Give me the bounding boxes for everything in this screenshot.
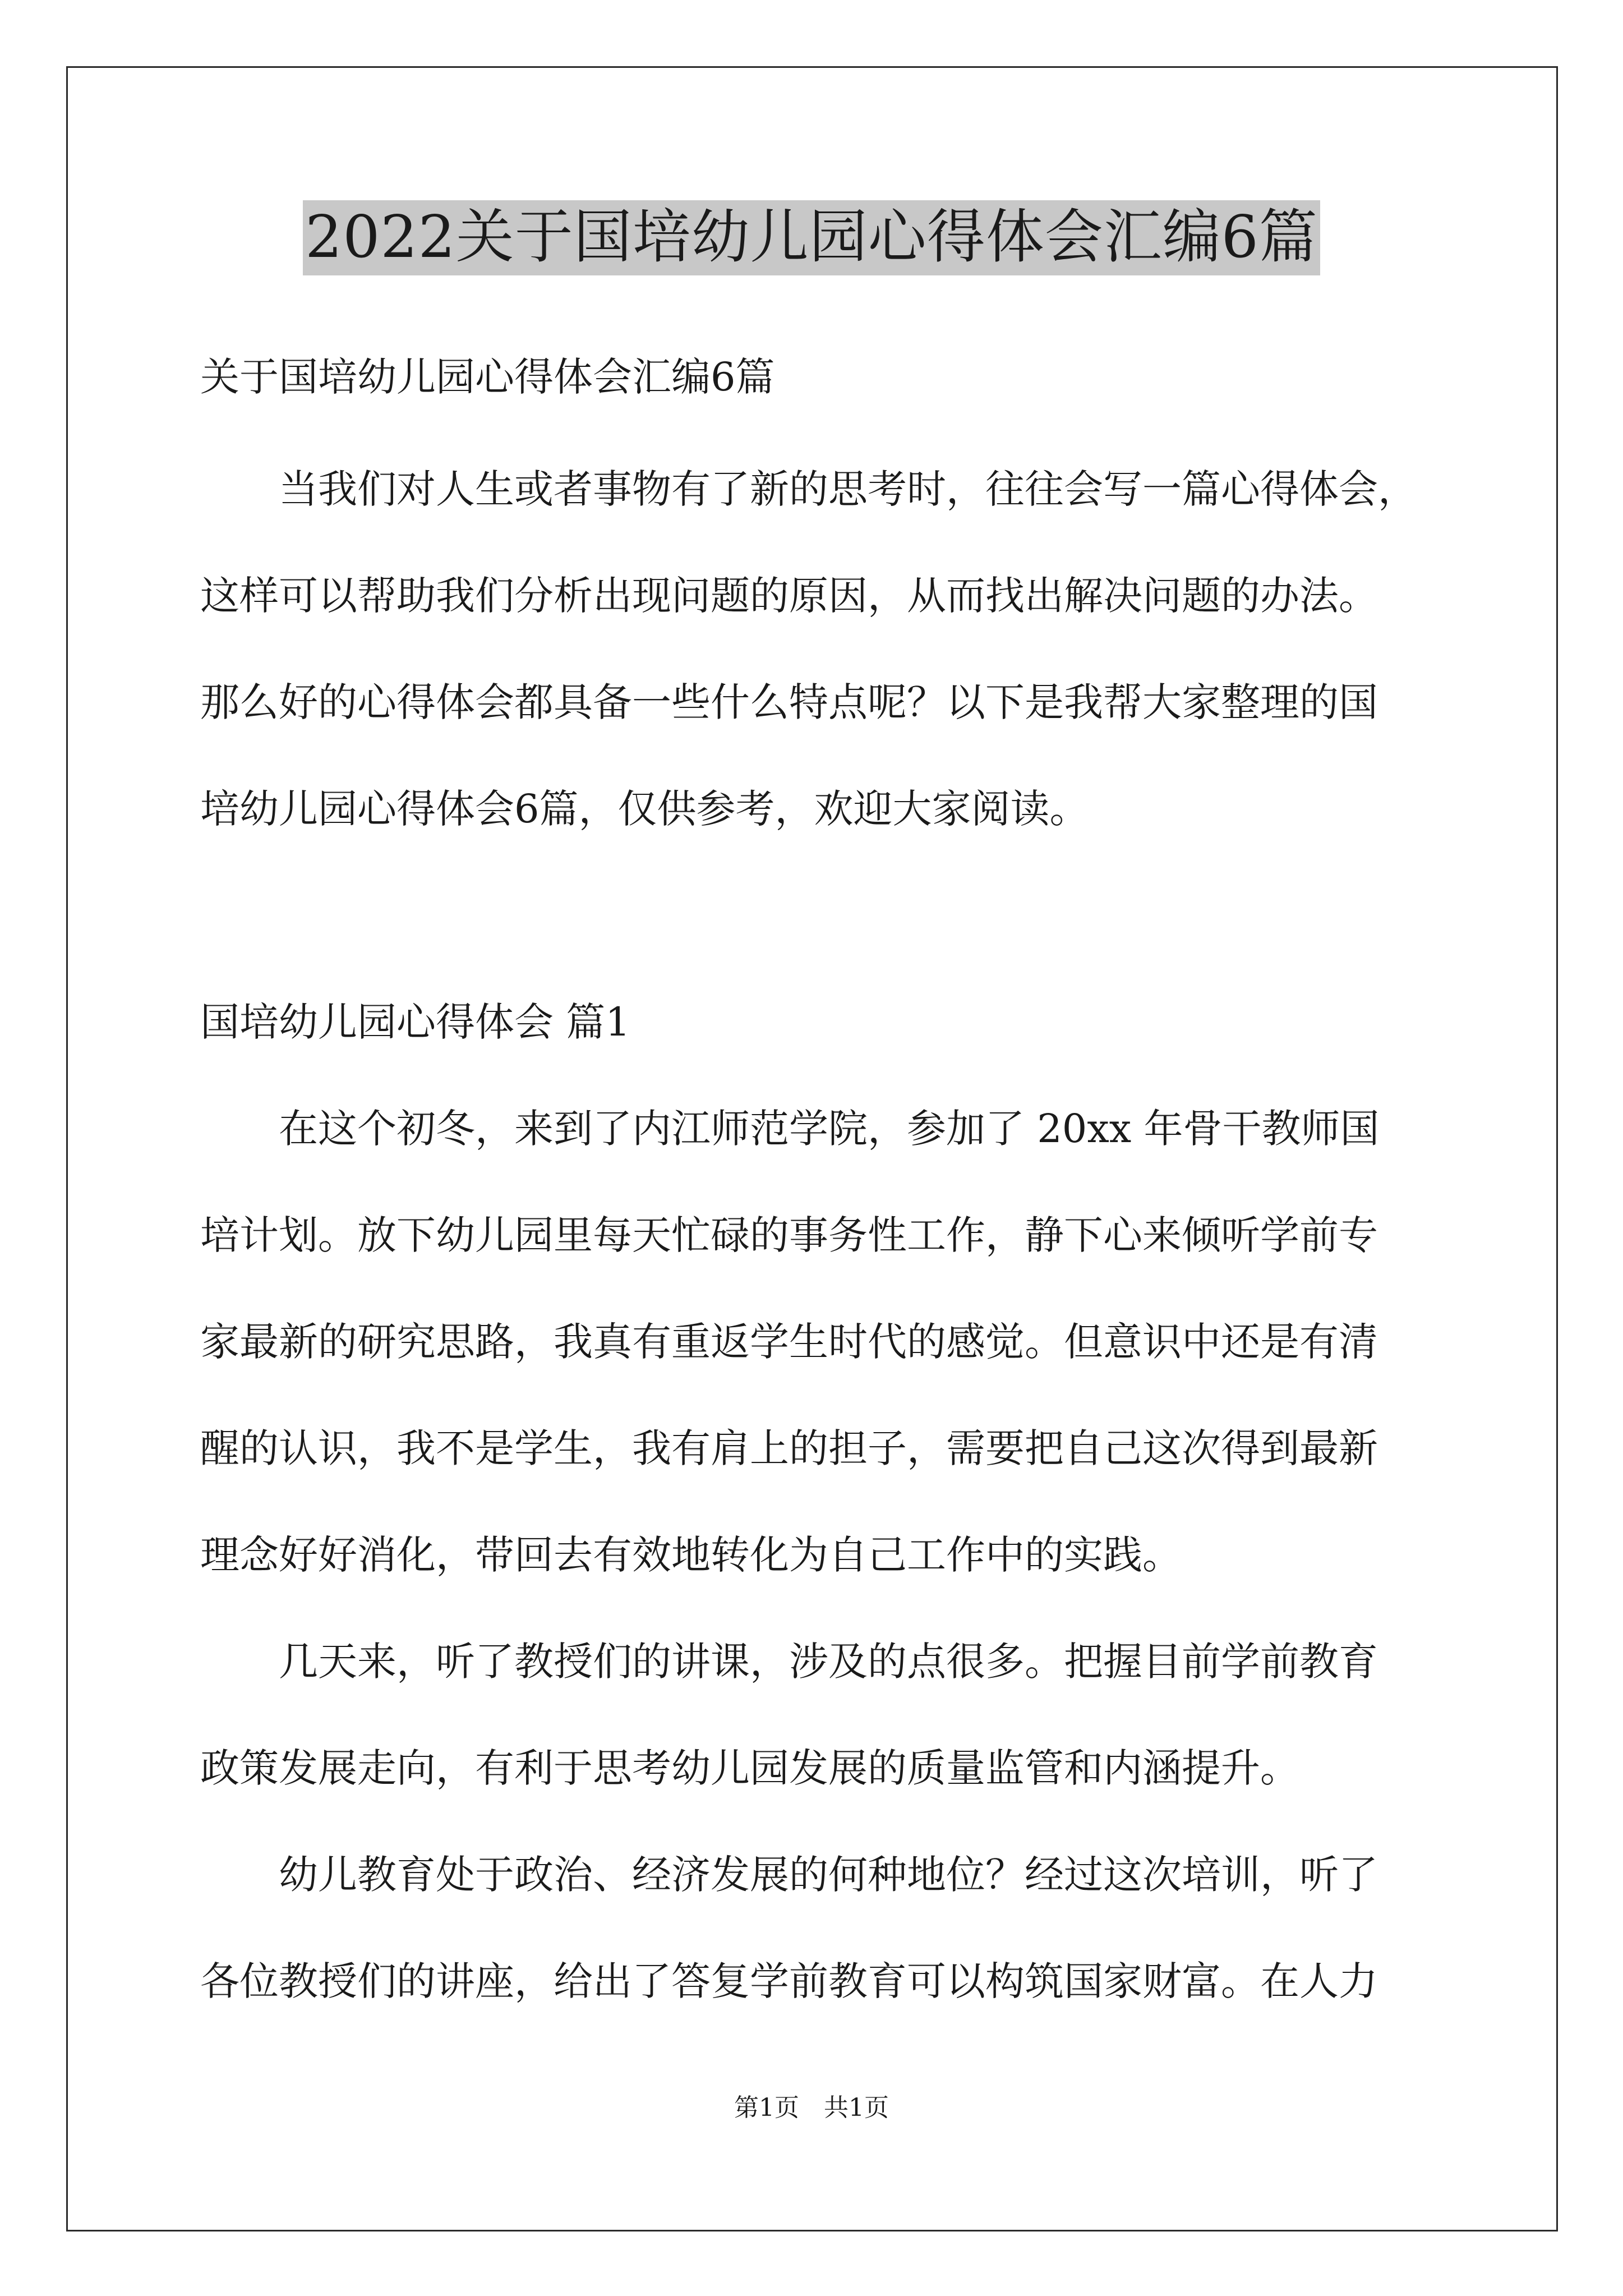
body-line: 培计划。放下幼儿园里每天忙碌的事务性工作，静下心来倾听学前专: [200, 1212, 1378, 1258]
body-line: 家最新的研究思路，我真有重返学生时代的感觉。但意识中还是有清: [200, 1319, 1378, 1365]
document-title-text: 2022关于国培幼儿园心得体会汇编6篇: [303, 200, 1320, 275]
page-footer: 第1页 共1页: [734, 2093, 889, 2122]
document-title: [0, 197, 1623, 276]
document-subtitle: 关于国培幼儿园心得体会汇编6篇: [200, 354, 775, 400]
body-line: 几天来，听了教授们的讲课，涉及的点很多。把握目前学前教育: [279, 1639, 1378, 1685]
intro-line: 当我们对人生或者事物有了新的思考时，往往会写一篇心得体会，: [279, 466, 1417, 512]
intro-line: 培幼儿园心得体会6篇，仅供参考，欢迎大家阅读。: [200, 786, 1089, 832]
section-heading: 国培幼儿园心得体会 篇1: [200, 999, 630, 1045]
intro-line: 这样可以帮助我们分析出现问题的原因，从而找出解决问题的办法。: [200, 573, 1378, 619]
body-line: 幼儿教育处于政治、经济发展的何种地位？经过这次培训，听了: [279, 1852, 1378, 1898]
body-line: 各位教授们的讲座，给出了答复学前教育可以构筑国家财富。在人力: [200, 1958, 1378, 2004]
body-line: 醒的认识，我不是学生，我有肩上的担子，需要把自己这次得到最新: [200, 1425, 1378, 1471]
intro-line: 那么好的心得体会都具备一些什么特点呢？以下是我帮大家整理的国: [200, 679, 1378, 725]
body-line: 在这个初冬，来到了内江师范学院，参加了 20xx 年骨干教师国: [279, 1106, 1380, 1152]
body-line: 理念好好消化，带回去有效地转化为自己工作中的实践。: [200, 1532, 1182, 1578]
body-line: 政策发展走向，有利于思考幼儿园发展的质量监管和内涵提升。: [200, 1745, 1299, 1791]
